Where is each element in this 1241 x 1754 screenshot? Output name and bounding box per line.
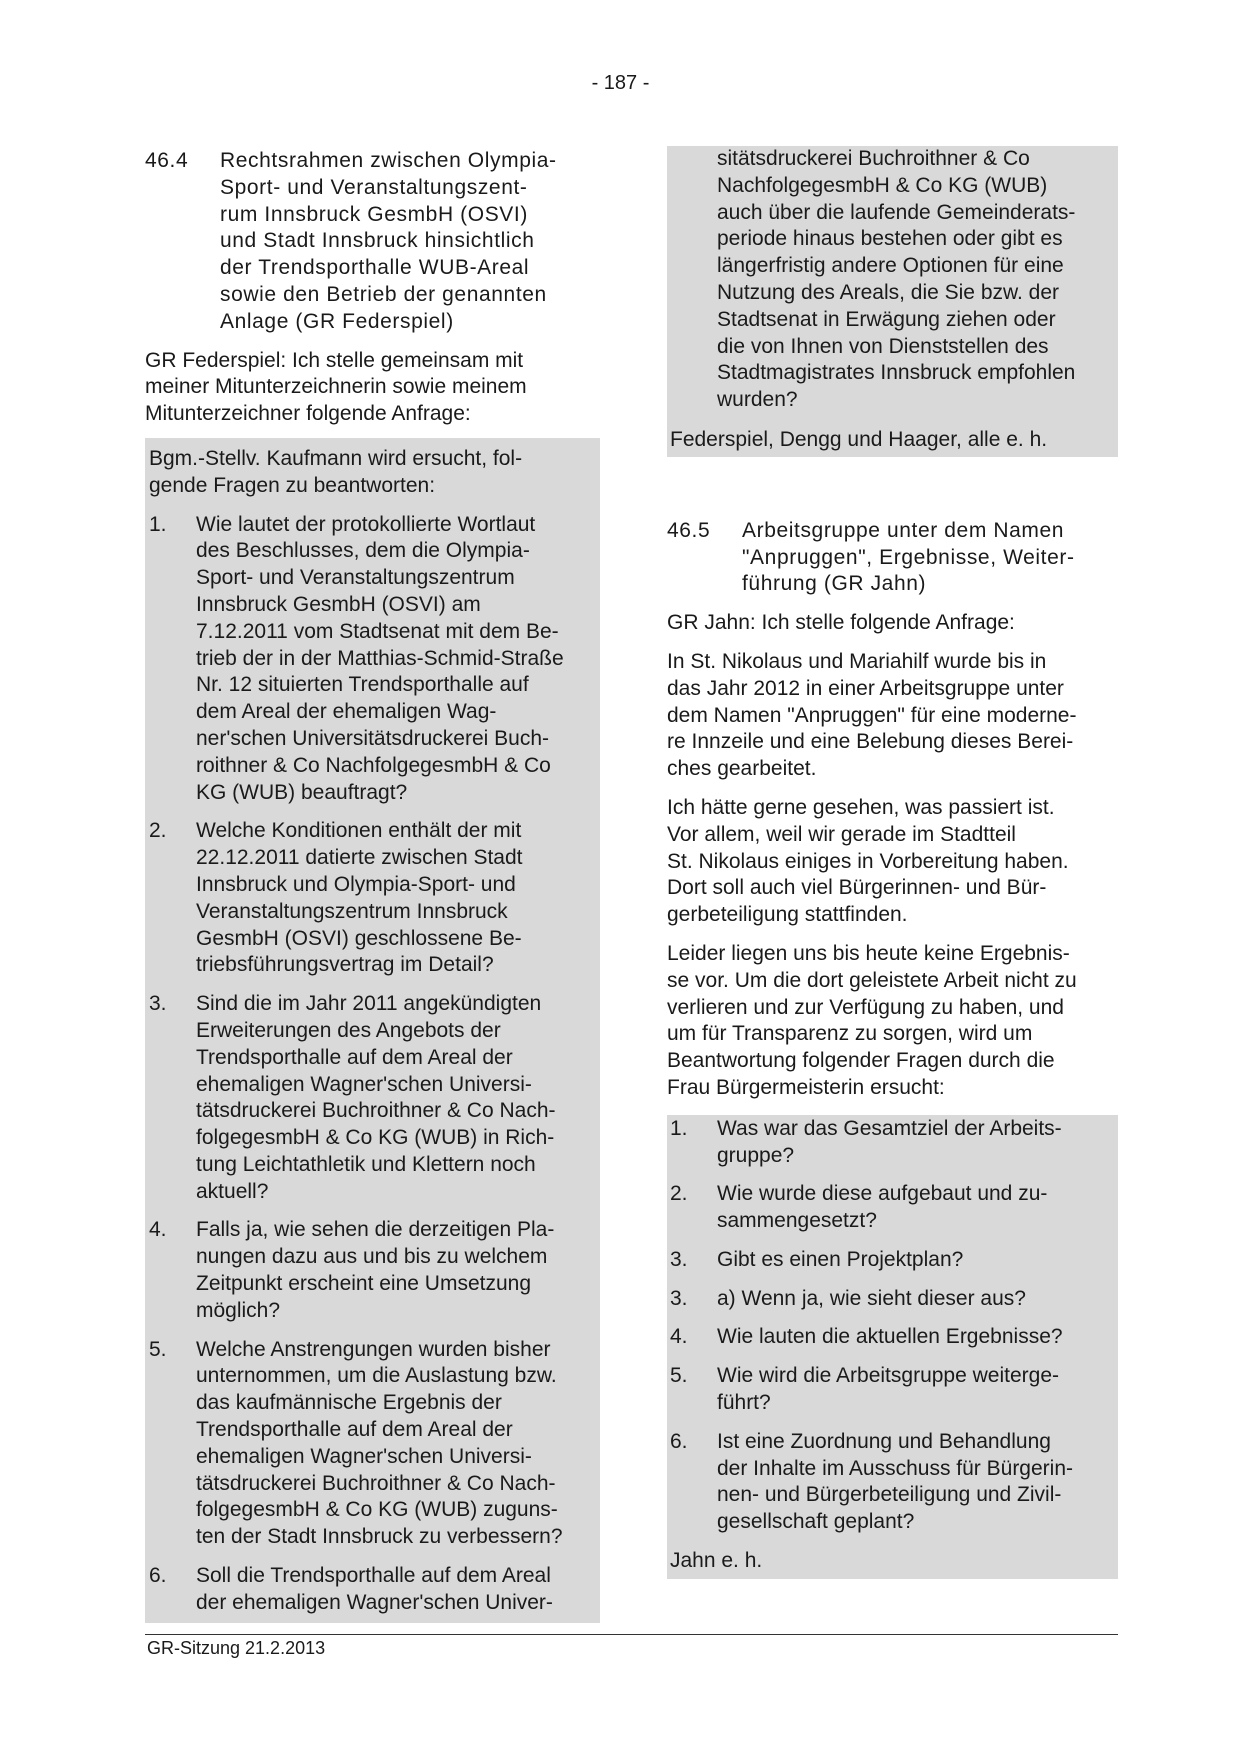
heading-number: 46.4 — [145, 149, 189, 172]
list-item: 6. Soll die Trendsporthalle auf dem Areal der ehemaligen Wagner'schen Univer- — [149, 1564, 553, 1614]
heading-title: Arbeitsgruppe unter dem Namen "Anpruggen", Ergebnisse, Weiter- führung (GR Jahn) — [742, 518, 1075, 596]
question-6-continuation: sitätsdruckerei Buchroithner & Co NachfolgegesmbH & Co KG (WUB) auch über die laufende Gemeinderats- periode hinaus bestehen oder gibt es längerfristig andere Optionen für eine Nutzung des Areals, die Sie bzw. der Stadtsenat in Erwägung ziehen oder die von Ihnen von Dienststellen des Stadtmagistrates Innsbruck empfohlen wurden? — [717, 147, 1076, 412]
question-box — [667, 1115, 1118, 1579]
list-item: 1. Wie lautet der protokollierte Wortlaut des Beschlusses, dem die Olympia- Sport- und Veranstaltungszentrum Innsbruck GesmbH (OSVI) am 7.12.2011 vom Stadtsenat mit dem Be- trieb der in der Matthias-Schmid-Straße Nr. 12 situierten Trendsporthalle auf dem Areal der ehemaligen Wag- ner'schen Universitätsdruckerei Buch- roithner & Co NachfolgegesmbH & Co KG (WUB) beauftragt? — [149, 512, 564, 804]
list-item: 2. Wie wurde diese aufgebaut und zu- sammengesetzt? — [670, 1182, 1048, 1233]
list-item: 5. Wie wird die Arbeitsgruppe weiterge- führt? — [670, 1364, 1059, 1415]
section-heading-46-4 — [145, 148, 600, 336]
list-item: 4. Falls ja, wie sehen die derzeitigen Pla- nungen dazu aus und bis zu welchem Zeitpunkt erscheint eine Umsetzung möglich? — [149, 1218, 555, 1322]
right-column — [667, 146, 1118, 1579]
footer-divider — [145, 1634, 1118, 1635]
body-paragraph: Leider liegen uns bis heute keine Ergebnis- se vor. Um die dort geleistete Arbeit nicht zu verlieren und zur Verfügung zu haben, und um für Transparenz zu sorgen, wird um Beantwortung folgender Fragen durch die Frau Bürgermeisterin ersucht: — [667, 941, 1077, 1099]
intro-paragraph: GR Federspiel: Ich stelle gemeinsam mit meiner Mitunterzeichnerin sowie meinem Mitunterzeichner folgende Anfrage: — [145, 348, 527, 426]
list-item: 1. Was war das Gesamtziel der Arbeits- gruppe? — [670, 1116, 1062, 1167]
footer: GR-Sitzung 21.2.2013 — [147, 1638, 326, 1658]
heading-number: 46.5 — [667, 518, 711, 542]
signature: Federspiel, Dengg und Haager, alle e. h. — [670, 427, 1048, 451]
left-column — [145, 148, 600, 1623]
signature: Jahn e. h. — [670, 1549, 763, 1573]
question-list — [670, 1116, 1115, 1536]
question-box-continued — [667, 146, 1118, 457]
body-paragraph: Ich hätte gerne gesehen, was passiert ist. Vor allem, weil wir gerade im Stadtteil St. Nikolaus einiges in Vorbereitung haben. Dort soll auch viel Bürgerinnen- und Bür- gerbeteiligung stattfinden. — [667, 795, 1069, 927]
heading-title: Rechtsrahmen zwischen Olympia- Sport- und Veranstaltungszent- rum Innsbruck GesmbH (OSVI) und Stadt Innsbruck hinsichtlich der Trendsporthalle WUB-Areal sowie den Betrieb der genannten Anlage (GR Federspiel) — [220, 149, 557, 333]
intro-paragraph: GR Jahn: Ich stelle folgende Anfrage: — [667, 611, 1015, 635]
list-item: 3. Sind die im Jahr 2011 angekündigten Erweiterungen des Angebots der Trendsporthalle auf dem Areal der ehemaligen Wagner'schen Universi- tätsdruckerei Buchroithner & Co Nach- folgegesmbH & Co KG (WUB) in Rich- tung Leichtathletik und Klettern noch aktuell? — [149, 992, 556, 1203]
body-paragraph: In St. Nikolaus und Mariahilf wurde bis in das Jahr 2012 in einer Arbeitsgruppe unter dem Namen "Anpruggen" für eine moderne- re Innzeile und eine Belebung dieses Berei- ches gearbeitet. — [667, 649, 1077, 781]
list-item: 3. a) Wenn ja, wie sieht dieser aus? — [670, 1286, 1026, 1310]
list-item: 5. Welche Anstrengungen wurden bisher unternommen, um die Auslastung bzw. das kaufmännische Ergebnis der Trendsporthalle auf dem Areal der ehemaligen Wagner'schen Universi- tätsdruckerei Buchroithner & Co Nach- folgegesmbH & Co KG (WUB) zuguns- ten der Stadt Innsbruck zu verbessern? — [149, 1337, 563, 1549]
list-item: 2. Welche Konditionen enthält der mit 22.12.2011 datierte zwischen Stadt Innsbruck und Olympia-Sport- und Veranstaltungszentrum Innsbruck GesmbH (OSVI) geschlossene Be- triebsführungsvertrag im Detail? — [149, 819, 523, 977]
section-heading-46-5 — [667, 518, 1118, 598]
page-number: - 187 - — [591, 72, 650, 94]
question-box-intro: Bgm.-Stellv. Kaufmann wird ersucht, fol- gende Fragen zu beantworten: — [149, 446, 523, 497]
question-list — [149, 512, 597, 1617]
list-item: 6. Ist eine Zuordnung und Behandlung der Inhalte im Ausschuss für Bürgerin- nen- und Bürgerbeteiligung und Zivil- gesellschaft geplant? — [670, 1429, 1073, 1534]
question-box — [145, 438, 600, 1623]
list-item: 4. Wie lauten die aktuellen Ergebnisse? — [670, 1325, 1063, 1349]
list-item: 3. Gibt es einen Projektplan? — [670, 1247, 964, 1271]
